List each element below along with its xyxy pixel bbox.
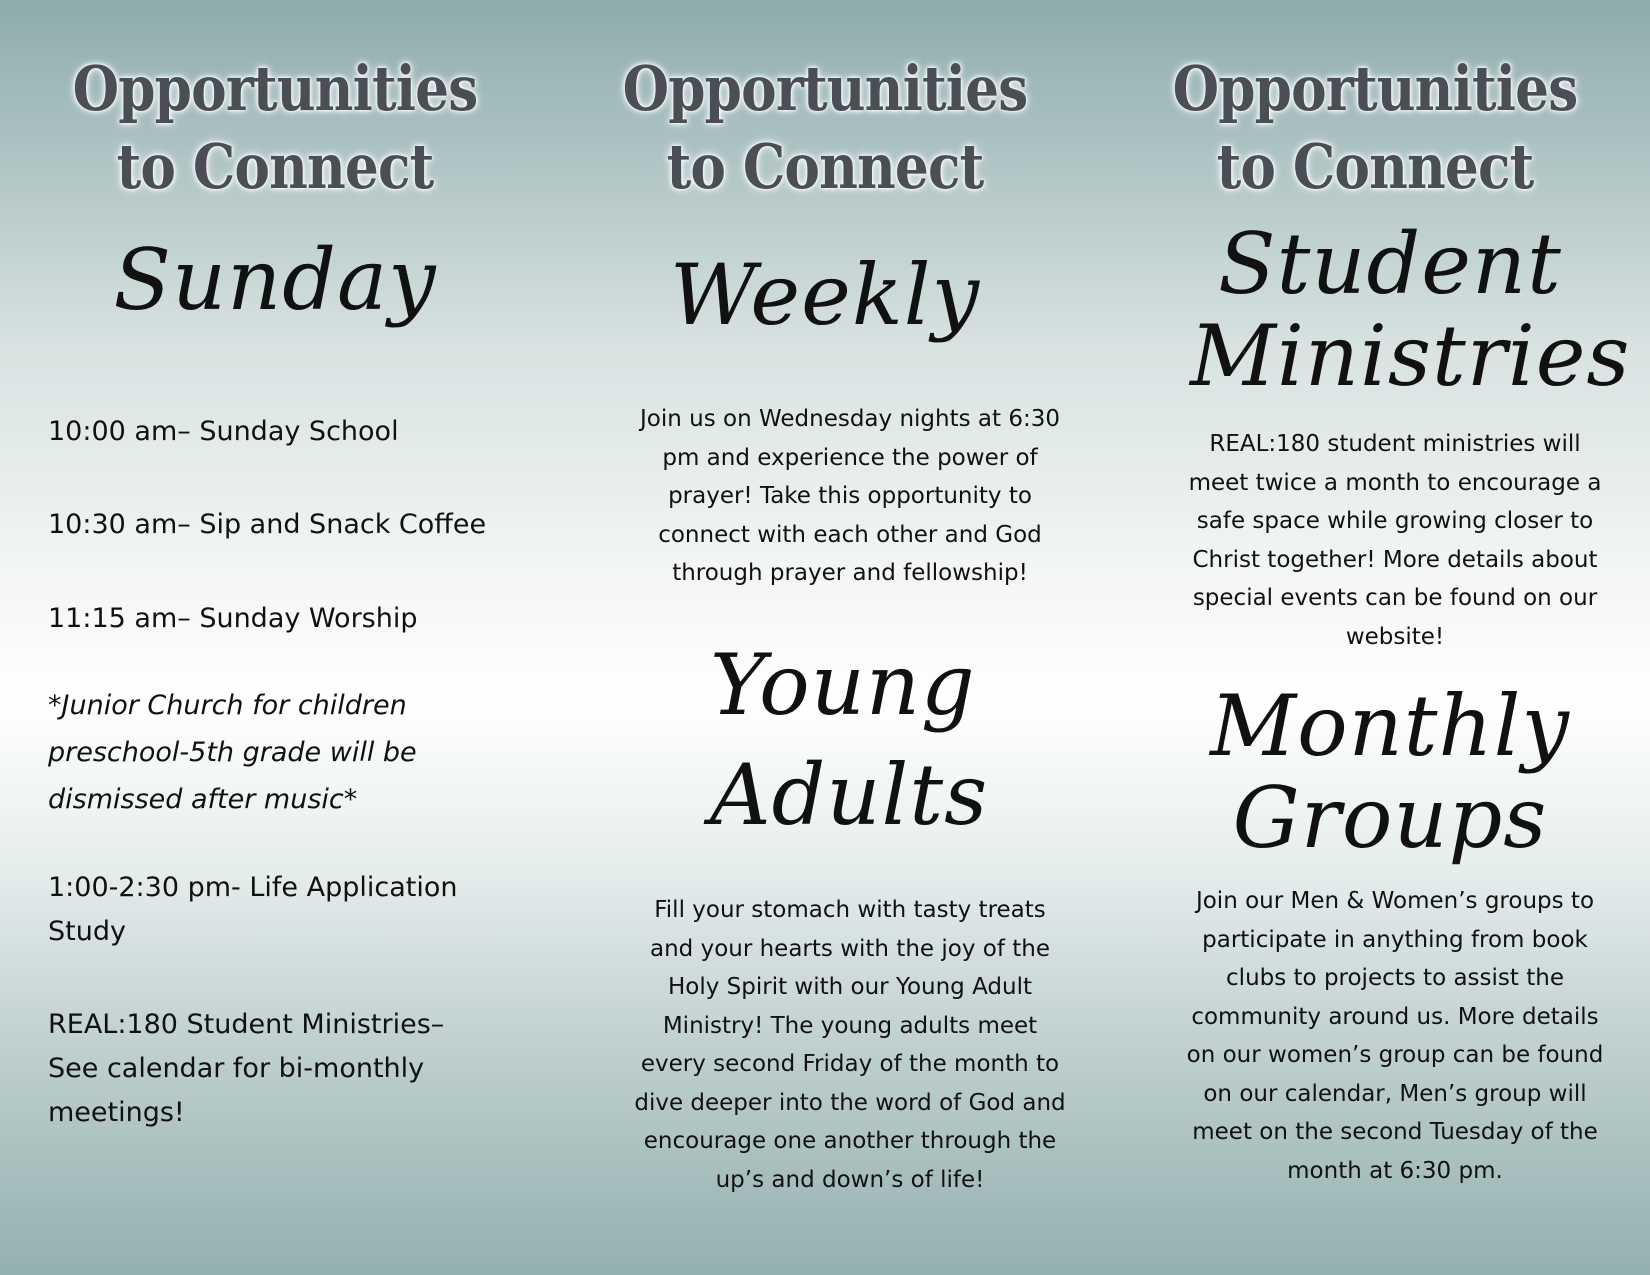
panel-student-and-groups <box>1100 0 1650 1275</box>
schedule-item-life-application: 1:00-2:30 pm- Life Application Study <box>48 872 458 947</box>
sunday-script-title: Sunday <box>113 231 437 329</box>
schedule-note-junior-church: *Junior Church for children preschool-5th grade will be dismissed after music* <box>48 690 417 815</box>
schedule-item-worship: 11:15 am– Sunday Worship <box>48 603 418 634</box>
young-adults-script-title: Young Adults <box>710 636 989 844</box>
schedule-item-student-ministries: REAL:180 Student Ministries– See calendar for bi-monthly meetings! <box>48 1009 445 1128</box>
panel-heading: Opportunities to Connect <box>1172 52 1578 203</box>
young-adults-description: Fill your stomach with tasty treats and your hearts with the joy of the Holy Spirit with our Young Adult Ministry! The young adults meet every second Friday of the month to dive deeper into the word of God and encourage one another through the up’s and down’s of life! <box>634 897 1066 1193</box>
schedule-item-coffee: 10:30 am– Sip and Snack Coffee <box>48 509 487 540</box>
panel-heading: Opportunities to Connect <box>72 52 478 203</box>
monthly-groups-description: Join our Men & Women’s groups to participate in anything from book clubs to projects to assist the community around us. More details on our women’s group can be found on our calendar, Men’s group will meet on the second Tuesday of the month at 6:30 pm. <box>1186 888 1604 1184</box>
student-ministries-description: REAL:180 student ministries will meet twice a month to encourage a safe space while growing closer to Christ together! More details about special events can be found on our website! <box>1188 431 1602 650</box>
schedule-item-sunday-school: 10:00 am– Sunday School <box>48 416 399 447</box>
panel-weekly <box>550 0 1100 1275</box>
panel-sunday <box>0 0 550 1275</box>
student-ministries-script-title: Student Ministries <box>1190 215 1631 405</box>
panel-heading: Opportunities to Connect <box>622 52 1028 203</box>
weekly-script-title: Weekly <box>669 246 981 344</box>
weekly-description: Join us on Wednesday nights at 6:30 pm and experience the power of prayer! Take this opportunity to connect with each other and God through prayer and fellowship! <box>640 406 1060 586</box>
monthly-groups-script-title: Monthly Groups <box>1210 677 1570 867</box>
